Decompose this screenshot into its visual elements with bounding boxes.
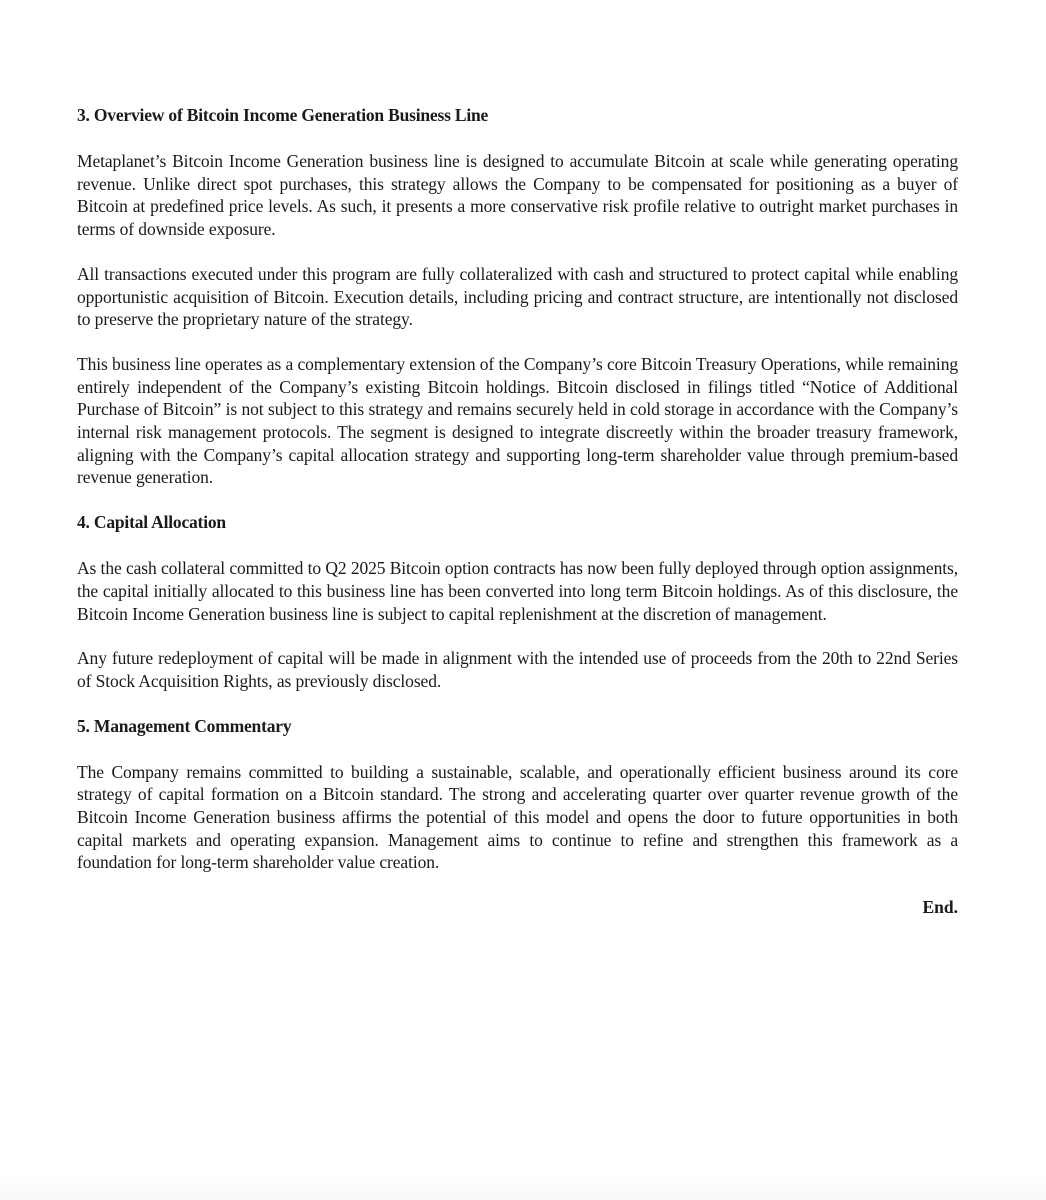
paragraph: Metaplanet’s Bitcoin Income Generation business line is designed to accumulate Bitcoin at scale while generating operating revenue. Unlike direct spot purchases, this strategy allows the Company to be compensated for positioning as a buyer of Bitcoin at predefined price levels. As such, it presents a more conservative risk profile relative to outright market purchases in terms of downside exposure. (77, 151, 958, 240)
section-management-commentary (77, 715, 958, 875)
section-heading-management-commentary: 5. Management Commentary (77, 715, 292, 736)
page-bottom-edge (0, 1170, 1046, 1200)
section-capital-allocation (77, 511, 958, 693)
end-mark: End. (922, 897, 958, 918)
paragraph: Any future redeployment of capital will be made in alignment with the intended use of proceeds from the 20th to 22nd Series of Stock Acquisition Rights, as previously disclosed. (77, 648, 958, 691)
section-overview (77, 104, 958, 489)
paragraph: The Company remains committed to building a sustainable, scalable, and operationally efficient business around its core strategy of capital formation on a Bitcoin standard. The strong and accelerating quarter over quarter revenue growth of the Bitcoin Income Generation business affirms the potential of this model and opens the door to future opportunities in both capital markets and operating expansion. Management aims to continue to refine and strengthen this framework as a foundation for long-term shareholder value creation. (77, 761, 958, 873)
paragraph: All transactions executed under this program are fully collateralized with cash and structured to protect capital while enabling opportunistic acquisition of Bitcoin. Execution details, including pricing and contract structure, are intentionally not disclosed to preserve the proprietary nature of the strategy. (77, 263, 958, 330)
paragraph: As the cash collateral committed to Q2 2025 Bitcoin option contracts has now been fully deployed through option assignments, the capital initially allocated to this business line has been converted into long term Bitcoin holdings. As of this disclosure, the Bitcoin Income Generation business line is subject to capital replenishment at the discretion of management. (77, 558, 958, 624)
document-page (77, 104, 958, 919)
section-heading-capital-allocation: 4. Capital Allocation (77, 512, 226, 533)
section-heading-overview: 3. Overview of Bitcoin Income Generation Business Line (77, 105, 489, 125)
paragraph: This business line operates as a complementary extension of the Company’s core Bitcoin Treasury Operations, while remaining entirely independent of the Company’s existing Bitcoin holdings. Bitcoin disclosed in filings titled “Notice of Additional Purchase of Bitcoin” is not subject to this strategy and remains securely held in cold storage in accordance with the Company’s internal risk management protocols. The segment is designed to integrate discreetly within the broader treasury framework, aligning with the Company’s capital allocation strategy and supporting long-term shareholder value through premium-based revenue generation. (77, 353, 958, 488)
